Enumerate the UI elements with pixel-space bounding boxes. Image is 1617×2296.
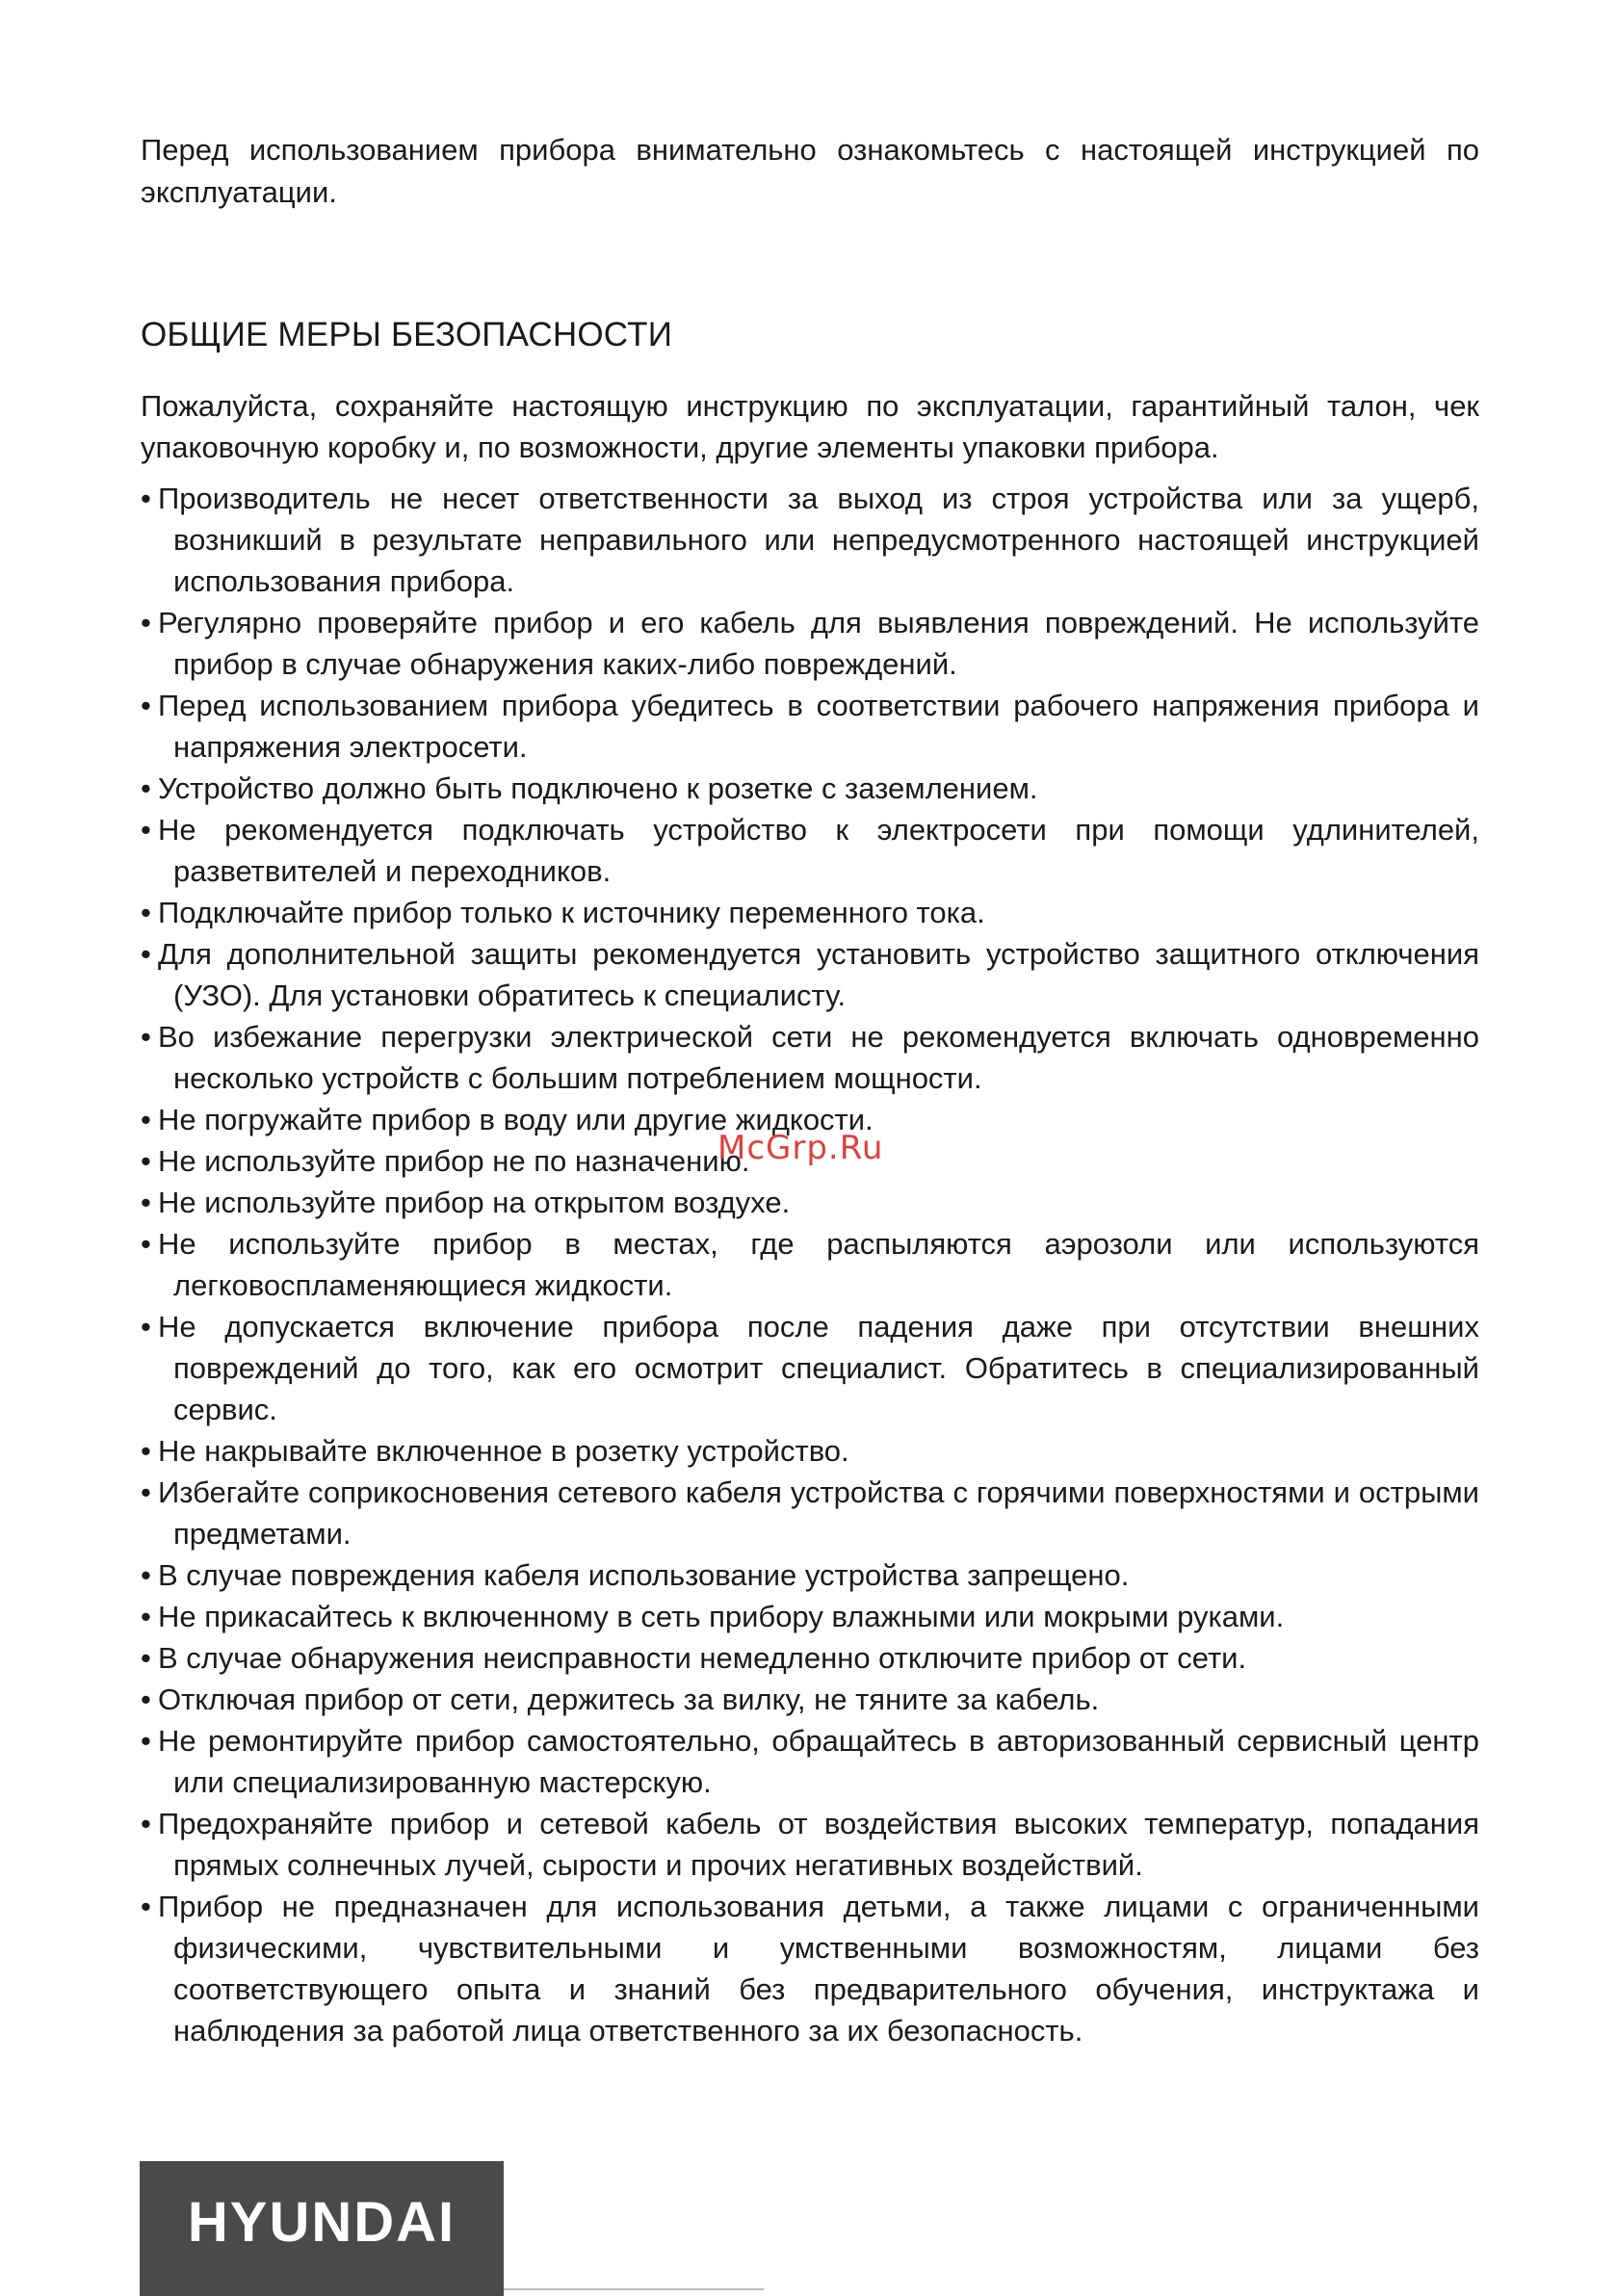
safety-rule (141, 1720, 1479, 1803)
rule-text: Подключайте прибор только к источнику переменного тока. (158, 896, 985, 929)
bullet-icon: • (141, 1558, 151, 1592)
bullet-icon: • (141, 1641, 151, 1675)
rule-text: Не погружайте прибор в воду или другие жидкости. (158, 1103, 874, 1136)
safety-rule (141, 1637, 1479, 1679)
bullet-icon: • (141, 1475, 151, 1509)
bullet-icon: • (141, 689, 151, 722)
rule-text: Регулярно проверяйте прибор и его кабель для выявления повреждений. Не используйте прибор в случае обнаружения каких-либо повреждений. (158, 606, 1479, 681)
rule-text: Не рекомендуется подключать устройство к электросети при помощи удлинителей, разветвителей и переходников. (158, 813, 1479, 888)
safety-rule (141, 933, 1479, 1016)
bullet-icon: • (141, 1144, 151, 1178)
rule-text: Во избежание перегрузки электрической сети не рекомендуется включать одновременно несколько устройств с большим потреблением мощности. (158, 1020, 1479, 1095)
intro-paragraph: Перед использованием прибора внимательно ознакомьтесь с настоящей инструкцией по эксплуатации. (141, 133, 1479, 209)
rule-text: Избегайте соприкосновения сетевого кабеля устройства с горячими поверхностями и острыми предметами. (158, 1475, 1479, 1551)
safety-rule (141, 478, 1479, 602)
safety-rule (141, 1679, 1479, 1720)
safety-rule (141, 1472, 1479, 1554)
bullet-icon: • (141, 813, 151, 847)
bullet-icon: • (141, 1310, 151, 1344)
safety-rule (141, 1803, 1479, 1886)
bullet-icon: • (141, 1683, 151, 1716)
safety-rule (141, 1554, 1479, 1596)
safety-rule (141, 1223, 1479, 1306)
brand-logo (140, 2161, 504, 2296)
safety-rule (141, 1306, 1479, 1430)
section-title: ОБЩИЕ МЕРЫ БЕЗОПАСНОСТИ (141, 316, 673, 353)
rule-text: В случае повреждения кабеля использование устройства запрещено. (158, 1558, 1130, 1592)
rule-text: Не используйте прибор не по назначению. (158, 1144, 750, 1178)
bullet-icon: • (141, 771, 151, 805)
bullet-icon: • (141, 1227, 151, 1261)
safety-rule (141, 809, 1479, 892)
footer-divider (504, 2288, 764, 2290)
lead-paragraph: Пожалуйста, сохраняйте настоящую инструкцию по эксплуатации, гарантийный талон, чек упаковочную коробку и, по возможности, другие элементы упаковки прибора. (141, 389, 1479, 464)
bullet-icon: • (141, 1186, 151, 1219)
safety-rule (141, 1596, 1479, 1637)
bullet-icon: • (141, 482, 151, 515)
document-body (141, 129, 1479, 2051)
safety-rule (141, 1016, 1479, 1099)
rule-text: Для дополнительной защиты рекомендуется установить устройство защитного отключения (УЗО). Для установки обратитесь к специалисту. (158, 937, 1479, 1012)
safety-rule (141, 685, 1479, 768)
rule-text: Не допускается включение прибора после падения даже при отсутствии внешних повреждений до того, как его осмотрит специалист. Обратитесь в специализированный сервис. (158, 1310, 1479, 1426)
rule-text: Не используйте прибор в местах, где распыляются аэрозоли или используются легковоспламеняющиеся жидкости. (158, 1227, 1479, 1302)
safety-rule (141, 892, 1479, 933)
bullet-icon: • (141, 1724, 151, 1758)
rule-text: Производитель не несет ответственности за выход из строя устройства или за ущерб, возникший в результате неправильного или непредусмотренного настоящей инструкцией использования прибора. (158, 482, 1479, 598)
bullet-icon: • (141, 1807, 151, 1840)
rule-text: Устройство должно быть подключено к розетке с заземлением. (158, 771, 1038, 805)
bullet-icon: • (141, 937, 151, 971)
brand-name: HYUNDAI (187, 2190, 456, 2254)
rule-text: Предохраняйте прибор и сетевой кабель от воздействия высоких температур, попадания прямых солнечных лучей, сырости и прочих негативных воздействий. (158, 1807, 1479, 1882)
safety-rule (141, 1886, 1479, 2051)
bullet-icon: • (141, 1434, 151, 1468)
safety-rule (141, 1182, 1479, 1223)
safety-rule (141, 768, 1479, 809)
rule-text: Не используйте прибор на открытом воздухе. (158, 1186, 791, 1219)
rule-text: В случае обнаружения неисправности немедленно отключите прибор от сети. (158, 1641, 1247, 1675)
bullet-icon: • (141, 606, 151, 639)
bullet-icon: • (141, 1600, 151, 1633)
rule-text: Не накрывайте включенное в розетку устройство. (158, 1434, 849, 1468)
safety-rules-list (141, 478, 1479, 2051)
bullet-icon: • (141, 1103, 151, 1136)
watermark: McGrp.Ru (717, 1129, 884, 1167)
safety-rule (141, 1430, 1479, 1472)
bullet-icon: • (141, 1890, 151, 1923)
safety-rule (141, 602, 1479, 685)
bullet-icon: • (141, 896, 151, 929)
rule-text: Прибор не предназначен для использования детьми, а также лицами с ограниченными физическими, чувствительными и умственными возможностям, лицами без соответствующего опыта и знаний без предварительного обучения, инструктажа и наблюдения за работой лица ответственного за их безопасность. (158, 1890, 1479, 2048)
rule-text: Отключая прибор от сети, держитесь за вилку, не тяните за кабель. (158, 1683, 1100, 1716)
rule-text: Перед использованием прибора убедитесь в соответствии рабочего напряжения прибора и напряжения электросети. (158, 689, 1479, 764)
bullet-icon: • (141, 1020, 151, 1054)
rule-text: Не ремонтируйте прибор самостоятельно, обращайтесь в авторизованный сервисный центр или специализированную мастерскую. (158, 1724, 1479, 1799)
rule-text: Не прикасайтесь к включенному в сеть прибору влажными или мокрыми руками. (158, 1600, 1285, 1633)
